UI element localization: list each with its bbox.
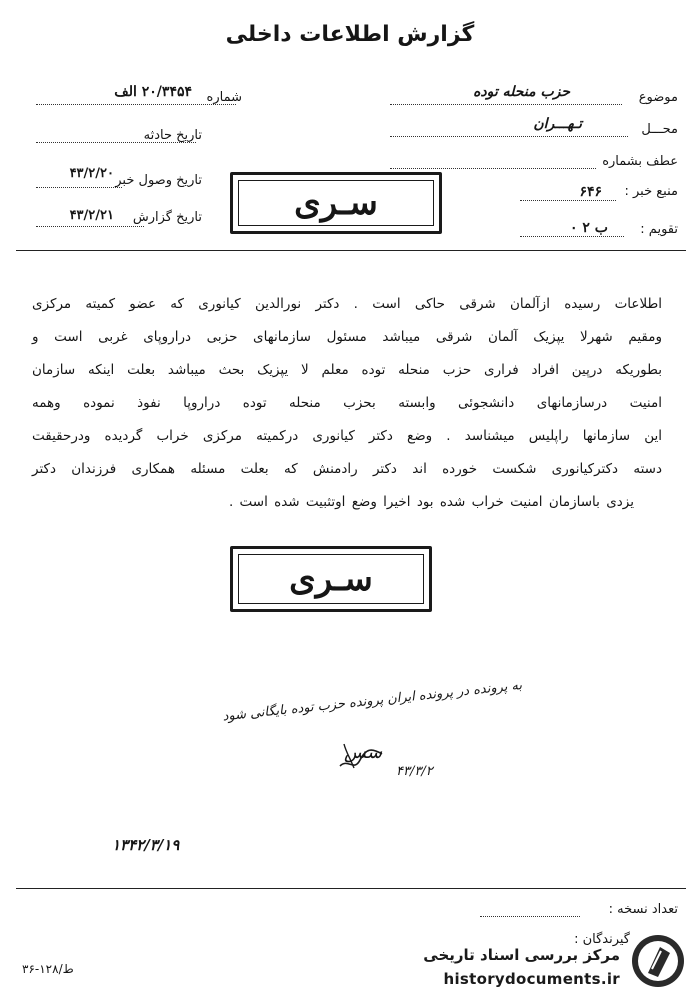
classification-stamp-top (230, 172, 442, 234)
watermark-url: historydocuments.ir (443, 970, 620, 988)
location-label: محـــل (641, 122, 678, 137)
reference-underline (390, 168, 596, 169)
source-value: ۶۴۶ (579, 184, 602, 200)
subject-value: حزب منحله توده (473, 84, 570, 100)
report-date-label: تاریخ گزارش (132, 210, 202, 225)
watermark-logo-icon (630, 933, 686, 989)
rating-underline (520, 236, 624, 237)
page-title: گزارش اطلاعات داخلی (225, 22, 475, 47)
copies-underline (480, 916, 580, 917)
rating-value: ب ۲ ۰ (570, 220, 608, 236)
classification-stamp-bottom-text: سـری (289, 559, 373, 599)
reference-label: عطف بشماره (602, 154, 678, 169)
source-label: منبع خبر : (624, 184, 678, 199)
report-line: اطلاعات رسیده ازآلمان شرقی حاکی است . دکتر نورالدین کیانوری که عضو کمیته مرکزی (32, 296, 662, 312)
receipt-date-value: ۴۳/۲/۲۰ (69, 166, 114, 181)
copies-label: تعداد نسخه : (608, 902, 678, 917)
incident-date-underline (36, 142, 196, 143)
handwritten-note: به پرونده در پرونده ایران پرونده حزب توده بایگانی شود (221, 678, 523, 725)
receipt-date-label: تاریخ وصول خبر (115, 173, 202, 188)
handwritten-note-date: ۴۳/۳/۲ (396, 764, 433, 779)
location-underline (390, 136, 628, 137)
classification-stamp-top-text: سـری (294, 183, 378, 223)
number-label: شماره (206, 90, 242, 105)
report-body (32, 288, 662, 519)
number-underline (36, 104, 236, 105)
subject-underline (390, 104, 622, 105)
location-value: تـهـــران (533, 116, 582, 132)
source-underline (520, 200, 616, 201)
header-divider (16, 250, 686, 251)
incident-date-label: تاریخ حادثه (143, 128, 202, 143)
report-line: بطوریکه درپین افراد فراری حزب منحله توده معلم لا یپزیک بحث میباشد بعلت اینکه سازمان (32, 362, 662, 378)
receipt-date-underline (36, 187, 122, 188)
number-value: ۲۰/۳۴۵۴ الف (114, 84, 192, 100)
report-line: امنیت درسازمانهای دانشجوئی وابسته بحزب منحله توده دراروپا نفوذ نموده وهمه (32, 395, 662, 411)
handwritten-initials: سس (344, 742, 383, 763)
classification-stamp-bottom (230, 546, 432, 612)
recipients-label: گیرندگان : (574, 932, 630, 947)
signature-scribble (336, 738, 386, 774)
report-line: دسته دکترکیانوری شکست خورده اند دکتر رادمنش که بعلت مسئله همکاری فرزندان دکتر (32, 461, 662, 477)
archive-date: ۱۳۴۲/۳/۱۹ (112, 836, 180, 854)
report-line: ومقیم شهرلا یپزیک آلمان شرقی میباشد مسئول سازمانهای حزبی دراروپای غربی است و (32, 329, 662, 345)
report-date-underline (36, 226, 144, 227)
watermark-name: مرکز بررسی اسناد تاریخی (423, 946, 620, 964)
report-line: این سازمانها راپلیس میشناسد . وضع دکتر کیانوری درکمیته مرکزی خراب گردیده ودرحقیقت (32, 428, 662, 444)
footer-divider (16, 888, 686, 889)
form-code: ط/۱۲۸-۳۶ (22, 962, 74, 976)
report-date-value: ۴۳/۲/۲۱ (69, 208, 114, 223)
subject-label: موضوع (638, 90, 678, 105)
rating-label: تقویم : (640, 222, 678, 237)
report-line: یزدی باسازمان امنیت خراب شده بود اخیرا وضع اوتثبیت شده است . (228, 494, 634, 510)
